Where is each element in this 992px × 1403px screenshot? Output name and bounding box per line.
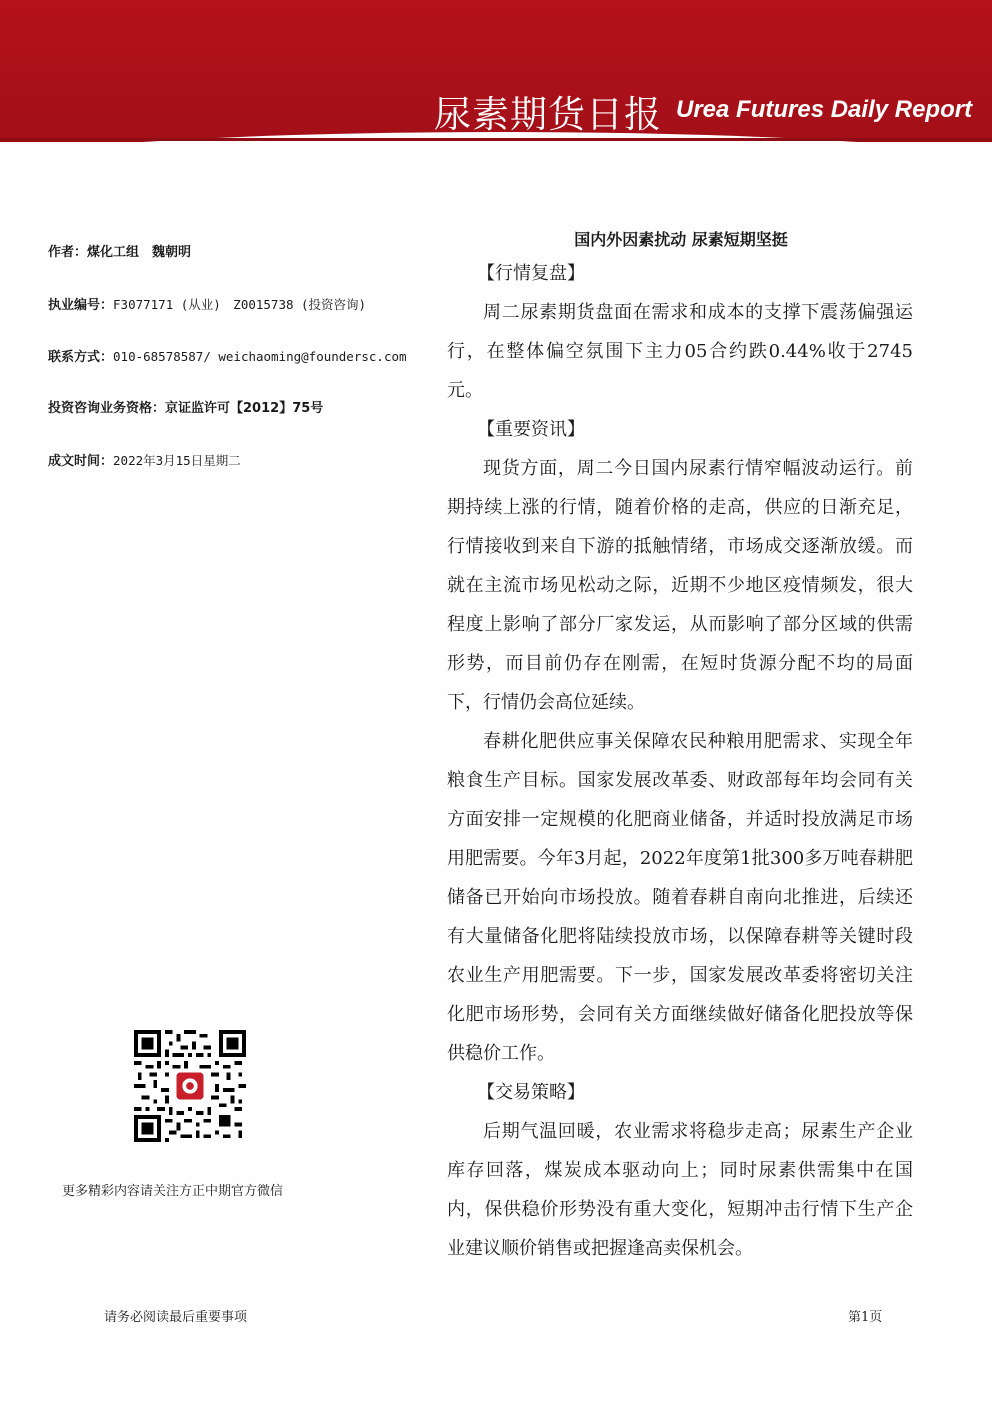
paragraph: 现货方面，周二今日国内尿素行情窄幅波动运行。前期持续上涨的行情，随着价格的走高，供应的日渐充足，行情接收到来自下游的抵触情绪，市场成交逐渐放缓。而就在主流市场见松动之际，近期不少地区疫情频发，很大程度上影响了部分厂家发运，从而影响了部分区域的供需形势，而目前仍存在刚需，在短时货源分配不均的局面下，行情仍会高位延续。 — [447, 458, 913, 713]
section-heading-news: 【重要资讯】 — [477, 419, 585, 440]
header-banner — [0, 0, 992, 142]
report-title-cn: 尿素期货日报 — [434, 93, 662, 136]
qualification-value: 京证监许可【2012】75号 — [165, 401, 324, 416]
qr-caption: 更多精彩内容请关注方正中期官方微信 — [62, 1184, 284, 1199]
paragraph: 后期气温回暖，农业需求将稳步走高；尿素生产企业库存回落，煤炭成本驱动向上；同时尿素供需集中在国内，保供稳价形势没有重大变化，短期冲击行情下生产企业建议顺价销售或把握逢高卖保机会。 — [447, 1121, 913, 1259]
date-line — [48, 448, 448, 500]
contact-line — [48, 344, 448, 396]
qualification-line — [48, 396, 448, 448]
date-value: 2022年3月15日星期二 — [113, 453, 241, 468]
author-line — [48, 240, 448, 292]
paragraph: 春耕化肥供应事关保障农民种粮用肥需求、实现全年粮食生产目标。国家发展改革委、财政部每年均会同有关方面安排一定规模的化肥商业储备，并适时投放满足市场用肥需要。今年3月起，2022年度第1批300多万吨春耕肥储备已开始向市场投放。随着春耕自南向北推进，后续还有大量储备化肥将陆续投放市场，以保障春耕等关键时段农业生产用肥需要。下一步，国家发展改革委将密切关注化肥市场形势，会同有关方面继续做好储备化肥投放等保供稳价工作。 — [447, 731, 913, 1064]
footer-disclaimer-link[interactable]: 请务必阅读最后重要事项 — [104, 1310, 248, 1325]
header-divider — [0, 138, 992, 141]
contact-label: 联系方式： — [48, 350, 114, 365]
article — [447, 226, 913, 1268]
license-line — [48, 292, 448, 344]
author-label: 作者： — [48, 245, 88, 260]
author-value: 煤化工组 魏朝明 — [87, 245, 192, 260]
author-info — [48, 240, 448, 500]
qr-code-icon — [134, 1030, 246, 1142]
license-value: F3077171 (从业) Z0015738 (投资咨询) — [113, 297, 367, 312]
paragraph: 周二尿素期货盘面在需求和成本的支撑下震荡偏强运行，在整体偏空氛围下主力05合约跌0.44%收于2745元。 — [447, 302, 913, 401]
qualification-label: 投资咨询业务资格： — [48, 401, 166, 416]
license-label: 执业编号： — [48, 298, 114, 313]
article-title: 国内外因素扰动 尿素短期坚挺 — [574, 230, 788, 249]
date-label: 成文时间： — [48, 454, 114, 469]
section-heading-market-review: 【行情复盘】 — [477, 263, 585, 284]
section-heading-strategy: 【交易策略】 — [477, 1082, 585, 1103]
contact-value: 010-68578587/ weichaoming@foundersc.com — [113, 349, 407, 364]
report-title-en: Urea Futures Daily Report — [676, 96, 973, 123]
page-number: 第1页 — [848, 1310, 883, 1325]
